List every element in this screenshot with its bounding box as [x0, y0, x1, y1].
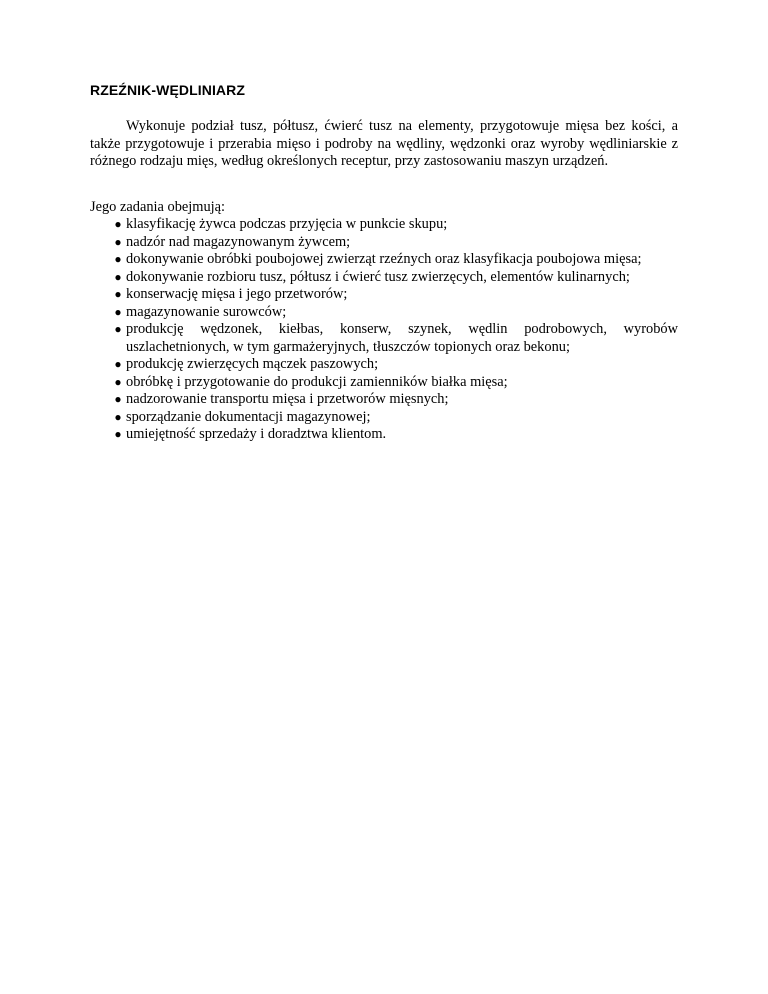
bullet-icon: ● [114, 427, 122, 441]
list-item-text: konserwację mięsa i jego przetworów; [126, 286, 348, 302]
list-item-text: umiejętność sprzedaży i doradztwa klientom. [126, 426, 387, 442]
list-item [90, 426, 678, 444]
list-item [90, 269, 678, 287]
list-item [90, 391, 678, 409]
list-item-text: dokonywanie rozbioru tusz, półtusz i ćwierć tusz zwierzęcych, elementów kulinarnych; [126, 268, 630, 285]
list-item [90, 374, 678, 392]
list-item [90, 304, 678, 322]
bullet-icon: ● [114, 234, 122, 249]
list-item [90, 216, 678, 234]
list-item-text: obróbkę i przygotowanie do produkcji zamienników białka mięsa; [126, 373, 508, 390]
list-item-text: klasyfikację żywca podczas przyjęcia w punkcie skupu; [126, 216, 448, 232]
bullet-icon: ● [114, 252, 122, 266]
bullet-icon: ● [114, 322, 122, 336]
list-item-text: produkcję wędzonek, kiełbas, konserw, szynek, wędlin podrobowych, wyrobów uszlachetnionych, w tym garmażeryjnych, tłuszczów topionych oraz bekonu; [126, 321, 678, 355]
bullet-icon: ● [114, 374, 122, 389]
list-item-text: dokonywanie obróbki poubojowej zwierząt rzeźnych oraz klasyfikacja poubojowa mięsa; [126, 251, 642, 267]
list-item-text: sporządzanie dokumentacji magazynowej; [126, 408, 371, 425]
list-item-text: nadzór nad magazynowanym żywcem; [126, 233, 351, 250]
list-item [90, 409, 678, 427]
task-list [90, 216, 678, 444]
bullet-icon: ● [114, 269, 122, 284]
tasks-heading: Jego zadania obejmują: [90, 199, 226, 215]
document-title: RZEŹNIK-WĘDLINIARZ [90, 82, 246, 98]
bullet-icon: ● [114, 392, 122, 406]
list-item [90, 251, 678, 269]
bullet-icon: ● [114, 304, 122, 319]
bullet-icon: ● [114, 357, 122, 371]
bullet-icon: ● [114, 217, 122, 231]
list-item [90, 286, 678, 304]
list-item [90, 234, 678, 252]
list-item-text: produkcję zwierzęcych mączek paszowych; [126, 356, 379, 372]
bullet-icon: ● [114, 287, 122, 301]
intro-paragraph: Wykonuje podział tusz, półtusz, ćwierć tusz na elementy, przygotowuje mięsa bez kości, a także przygotowuje i przerabia mięso i podroby na wędliny, wędzonki oraz wyroby wędliniarskie z różnego rodzaju mięs, według określonych receptur, przy zastosowaniu maszyn urządzeń. [90, 118, 678, 169]
list-item [90, 321, 678, 356]
list-item [90, 356, 678, 374]
list-item-text: magazynowanie surowców; [126, 303, 287, 320]
list-item-text: nadzorowanie transportu mięsa i przetworów mięsnych; [126, 391, 449, 407]
bullet-icon: ● [114, 409, 122, 424]
